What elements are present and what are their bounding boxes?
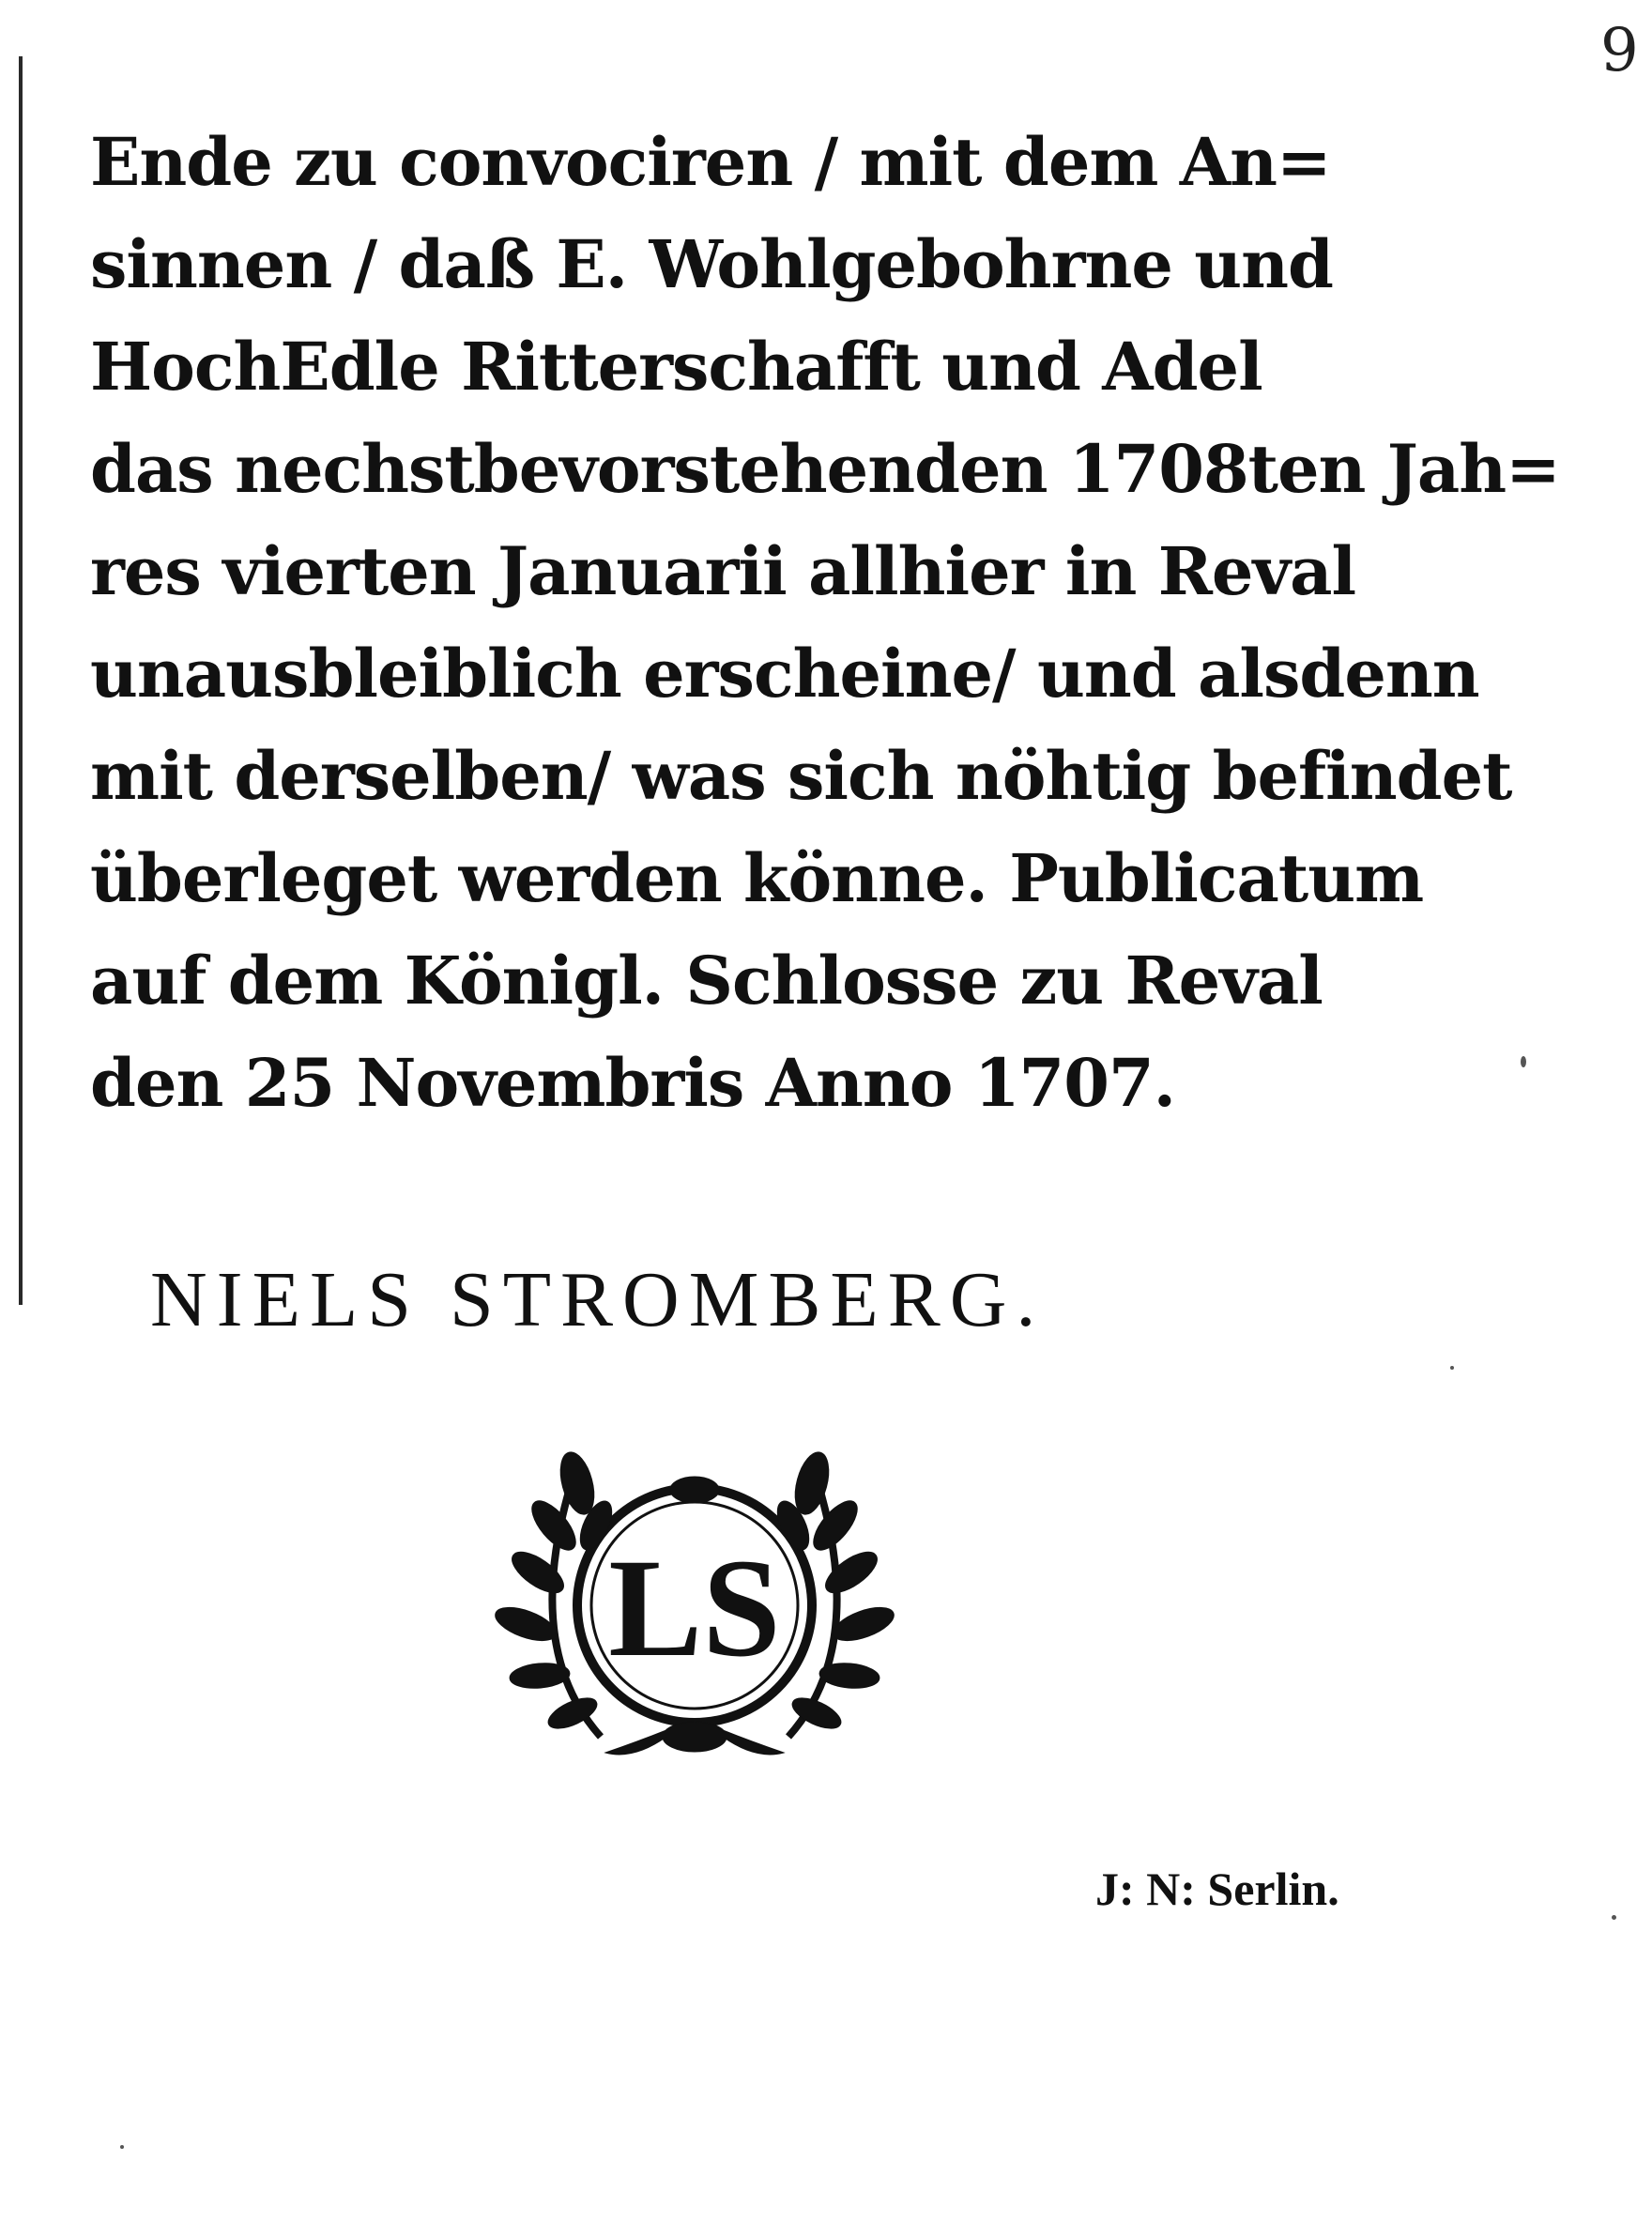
text-line: unausbleiblich erscheine/ und alsdenn xyxy=(90,635,1479,713)
text-line: sinnen / daß E. Wohlgebohrne und xyxy=(90,225,1333,303)
printer-name: J: N: Serlin. xyxy=(1095,1863,1339,1915)
dust-speck xyxy=(1612,1915,1616,1920)
laurel-wreath-seal-icon xyxy=(483,1413,906,1788)
text-line: das nechstbevorstehenden 1708ten Jah= xyxy=(90,430,1560,508)
text-line: mit derselben/ was sich nöhtig befindet xyxy=(90,737,1512,815)
dust-speck xyxy=(120,2145,124,2149)
text-line: den 25 Novembris Anno 1707. xyxy=(90,1044,1176,1122)
dust-speck xyxy=(1521,1056,1526,1067)
page-corner-mark: 9 xyxy=(1600,16,1639,85)
dust-speck xyxy=(1450,1366,1454,1370)
decree-body-text xyxy=(90,111,1560,1134)
page-edge-line xyxy=(19,56,23,1305)
text-line: Ende zu convociren / mit dem An= xyxy=(90,123,1331,201)
signatory-name: NIELS STROMBERG. xyxy=(150,1256,1046,1343)
text-line: res vierten Januarii allhier in Reval xyxy=(90,532,1356,610)
text-line: überleget werden könne. Publicatum xyxy=(90,839,1424,917)
seal-monogram: LS xyxy=(608,1530,781,1686)
text-line: auf dem Königl. Schlosse zu Reval xyxy=(90,942,1323,1020)
text-line: HochEdle Ritterschafft und Adel xyxy=(90,328,1262,406)
